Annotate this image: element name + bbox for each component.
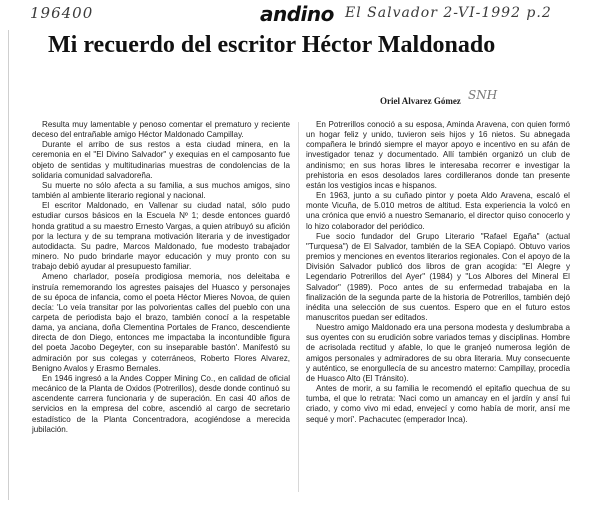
article-paragraph: En 1946 ingresó a la Andes Copper Mining Co., en calidad de oficial mecánico de la Planta de Oxidos (Potrerillos), desde donde continuó su ascendente carrera funcionaria y de superación. En casi 40 años de servicios en la empresa del cobre, ascendió al cargo de secretario estadístico de la Planta Concentradora, acogiéndose a merecida jubilación. <box>32 373 290 434</box>
article-byline: Oriel Alvarez Gómez <box>380 96 461 106</box>
article-column-right <box>306 120 570 425</box>
article-paragraph: Durante el arribo de sus restos a esta ciudad minera, en la ceremonia en el "El Divino Salvador" y exequias en el camposanto fue objeto de sentidas y multitudinarias muestras de condolencias de la solidaria comunidad salvadoreña. <box>32 140 290 180</box>
article-paragraph: En 1963, junto a su cuñado pintor y poeta Aldo Aravena, escaló el monte Vicuña, de 5.010 metros de altitud. Esta experiencia la volcó en una crónica que envió a nuestro Semanario, el director quiso conocerlo y lo hizo colaborador del periódico. <box>306 191 570 231</box>
article-paragraph: Ameno charlador, poseía prodigiosa memoria, nos deleitaba e instruía rememorando los agrestes paisajes del Huasco y personajes de su época de infancia, como el poeta Héctor Mieres Novoa, de quien decía: 'Lo veía transitar por las polvorientas calles del pueblo con una carpeta de periodista bajo el brazo, también conocí a la respetable dama, ya anciana, doña Clementina Portales de Franco, descendiente directa de don Diego, entonces me impactaba la incontundible figura del poeta Jacobo Degeyter, con su inseparable bastón'. Manifestó su admiración por sus colegas y coterráneos, Roberto Flores Alvarez, Benigno Avalos y Erasmo Bernales. <box>32 272 290 373</box>
article-paragraph: Nuestro amigo Maldonado era una persona modesta y deslumbraba a sus oyentes con su erudición sobre variados temas y disciplinas. Hombre de acrisolada rectitud y afable, lo que le granjeó numerosa legión de amigos personales y admiradores de su obra literaria. Muy consecuente y auténtico, se enorgullecía de su ancestro materno: Campillay, procedía de Huasco Alto (El Tránsito). <box>306 323 570 383</box>
article-paragraph: Fue socio fundador del Grupo Literario "Rafael Egaña" (actual "Turquesa") de El Salvador, también de la SEA Copiapó. Obtuvo varios premios y menciones en eventos literarios regionales. Con el apoyo de la División Salvador publicó dos libros de gran acogida: "El Alegre y Legendario Potrerillos del Ayer" (1984) y "Los Albores del Mineral El Salvador" (1989). Poco antes de su enfermedad trabajaba en la finalización de la segunda parte de la historia de Potrerillos, también dejó inédita una selección de sus cuentos. Espero que en el futuro estos manuscritos puedan ser editados. <box>306 231 570 322</box>
article-paragraph: En Potrerillos conoció a su esposa, Aminda Aravena, con quien formó un hogar feliz y unido, tuvieron seis hijos y 16 nietos. Su abnegada compañera le brindó siempre el mayor apoyo e incentivo en su afán de investigador tenaz y documentado. Allí también organizó un club de andinismo; en sus horas libres le interesaba recorrer e investigar la prehistoria en esos desolados lares cordilleranos donde tan presente están los vestigios incas e hispanos. <box>306 120 570 190</box>
article-column-left <box>32 120 290 435</box>
article-title: Mi recuerdo del escritor Héctor Maldonado <box>48 32 496 58</box>
article-paragraph: El escritor Maldonado, en Vallenar su ciudad natal, sólo pudo estudiar cursos básicos en la Escuela Nº 1; desde entonces guardó honda gratitud a su maestro Ernesto Vargas, a quien atribuyó su afición por la lectura y de su temprana motivación literaria y de investigador autodidacta. Su padre, Marcos Maldonado, fue modesto trabajador minero. No pudo brindarle mayor educación y muy pronto con su trabajo debió ayudar al presupuesto familiar. <box>32 201 290 272</box>
column-divider <box>298 122 299 492</box>
newspaper-masthead: andino <box>260 2 334 26</box>
archive-stamp: SNH <box>468 88 498 102</box>
archive-number: 196400 <box>30 4 94 22</box>
article-paragraph: Su muerte no sólo afecta a su familia, a sus muchos amigos, sino también al ambiente literario regional y nacional. <box>32 180 290 201</box>
handwritten-source-note: El Salvador 2-VI-1992 p.2 <box>345 5 552 21</box>
article-paragraph: Antes de morir, a su familia le recomendó el epitafio quechua de su tumba, el que lo retrata: 'Naci como un amancay en el jardín y ansí fui criado, y como vivo mi edad, envejecí y como había de morir, ansí me sequé y morí'. Pachacutec (emperador Inca). <box>306 384 570 424</box>
article-paragraph: Resulta muy lamentable y penoso comentar el prematuro y reciente deceso del entrañable amigo Héctor Maldonado Campillay. <box>32 120 290 140</box>
clipping-header <box>0 0 600 26</box>
